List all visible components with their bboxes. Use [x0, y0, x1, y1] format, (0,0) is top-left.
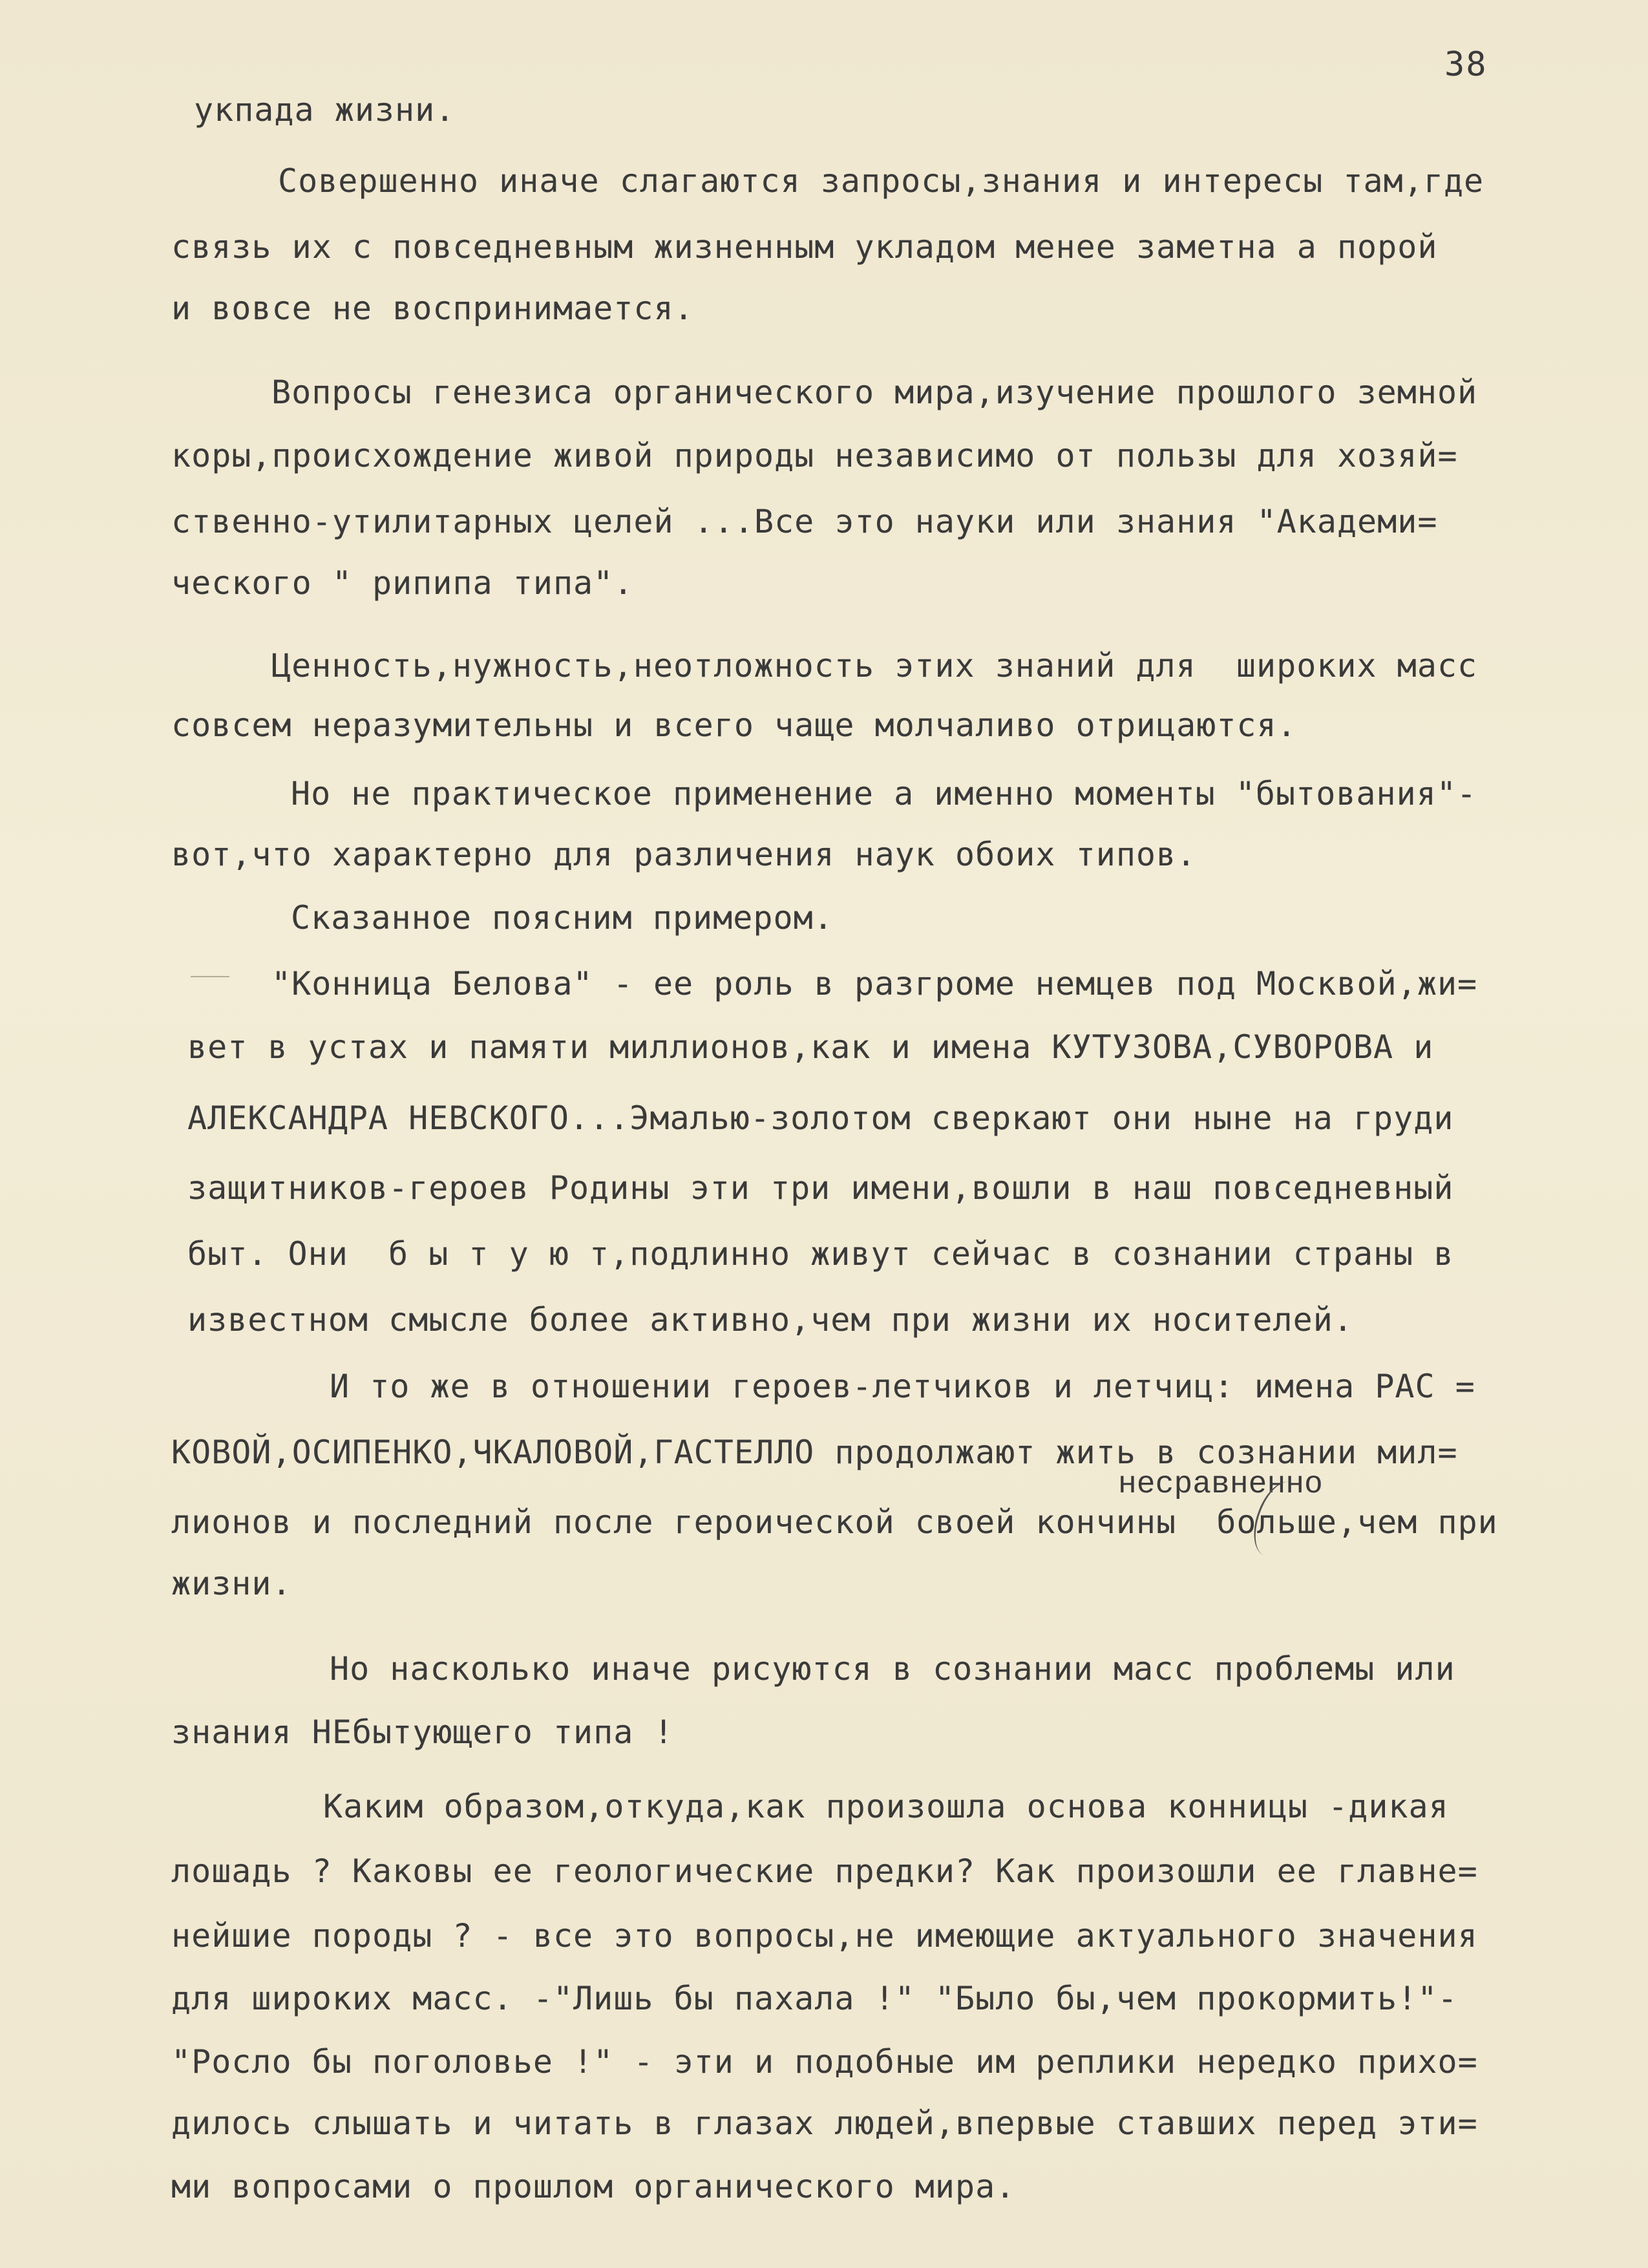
text-line: быт. Они б ы т у ю т,подлинно живут сейчас в сознании страны в: [187, 1235, 1454, 1273]
text-line: дилось слышать и читать в глазах людей,впервые ставших перед эти=: [171, 2104, 1478, 2142]
text-line: лошадь ? Каковы ее геологические предки? Как произошли ее главне=: [171, 1852, 1478, 1890]
text-line: защитников-героев Родины эти три имени,вошли в наш повседневный: [187, 1169, 1454, 1207]
text-line: лионов и последний после героической своей кончины больше,чем при: [171, 1503, 1498, 1541]
text-line: "Росло бы поголовье !" - эти и подобные им реплики нередко прихо=: [171, 2043, 1478, 2081]
text-line: вет в устах и памяти миллионов,как и имена КУТУЗОВА,СУВОРОВА и: [187, 1028, 1434, 1066]
text-line: для широких масс. -"Лишь бы пахала !" "Было бы,чем прокормить!"-: [171, 1980, 1458, 2017]
text-line: Сказанное поясним примером.: [291, 899, 834, 937]
page-number: 38: [1444, 45, 1488, 84]
text-line: укпада жизни.: [194, 91, 456, 129]
text-line: И то же в отношении героев-летчиков и летчиц: имена РАС =: [330, 1368, 1475, 1405]
text-line: ственно-утилитарных целей ...Все это науки или знания "Академи=: [171, 503, 1438, 540]
text-line: известном смысле более активно,чем при жизни их носителей.: [187, 1301, 1353, 1339]
text-line: жизни.: [171, 1565, 292, 1602]
text-line: вот,что характерно для различения наук обоих типов.: [171, 836, 1197, 873]
text-line: нейшие породы ? - все это вопросы,не имеющие актуального значения: [171, 1917, 1478, 1955]
handwritten-insertion: несравненно: [1118, 1467, 1323, 1502]
text-line: Ценность,нужность,неотложность этих знаний для широких масс: [271, 647, 1478, 684]
text-line: ми вопросами о прошлом органического мира.: [171, 2168, 1016, 2205]
text-line: КОВОЙ,ОСИПЕНКО,ЧКАЛОВОЙ,ГАСТЕЛЛО продолжают жить в сознании мил=: [171, 1434, 1458, 1471]
text-line: знания НЕбытующего типа !: [171, 1713, 674, 1751]
margin-mark: [191, 976, 229, 977]
text-line: связь их с повседневным жизненным укладом менее заметна а порой: [171, 228, 1438, 266]
text-line: Вопросы генезиса органического мира,изучение прошлого земной: [271, 374, 1478, 411]
text-line: АЛЕКСАНДРА НЕВСКОГО...Эмалью-золотом сверкают они ныне на груди: [187, 1099, 1454, 1137]
text-line: "Конница Белова" - ее роль в разгроме немцев под Москвой,жи=: [271, 965, 1478, 1002]
text-line: ческого " рипипа типа".: [171, 564, 634, 602]
text-line: Но насколько иначе рисуются в сознании масс проблемы или: [330, 1650, 1455, 1688]
text-line: Совершенно иначе слагаются запросы,знания и интересы там,где: [278, 162, 1484, 200]
text-line: совсем неразумительны и всего чаще молчаливо отрицаются.: [171, 706, 1297, 744]
text-line: Каким образом,откуда,как произошла основа конницы -дикая: [323, 1788, 1449, 1825]
text-line: Но не практическое применение а именно моменты "бытования"-: [291, 775, 1477, 812]
text-line: коры,происхождение живой природы независимо от пользы для хозяй=: [171, 437, 1458, 474]
text-line: и вовсе не воспринимается.: [171, 290, 694, 327]
